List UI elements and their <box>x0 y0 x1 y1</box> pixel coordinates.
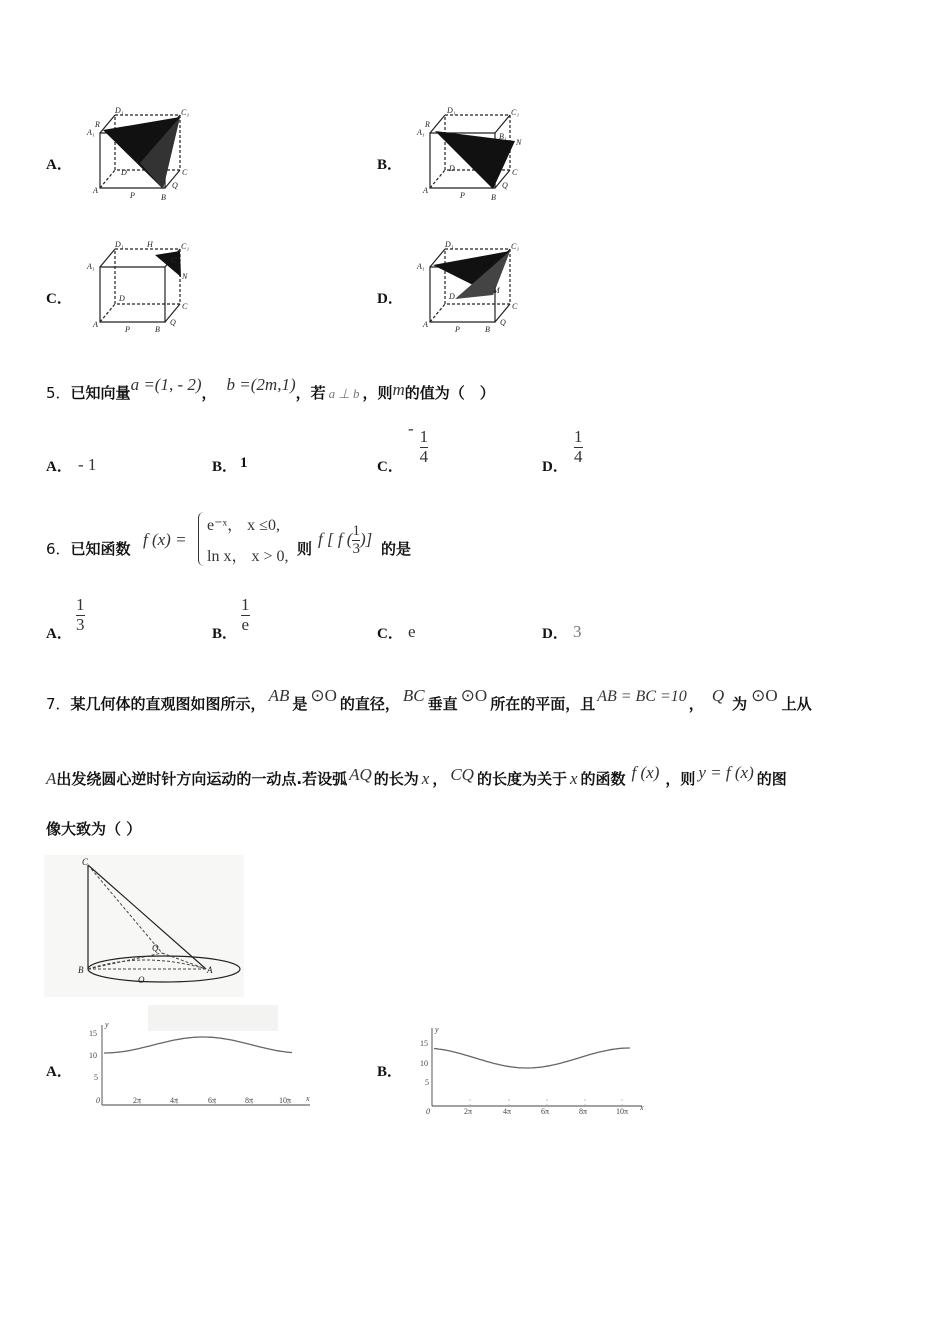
fraction <box>76 596 85 634</box>
vertex-label: D <box>121 168 127 177</box>
q5-option-c-label: C． <box>377 459 403 475</box>
denominator: 3 <box>76 614 85 634</box>
q4-option-b-label: B． <box>377 157 403 173</box>
vertex-label: N <box>516 138 522 147</box>
q7-text: 的直径， <box>339 695 400 713</box>
vertex-label: D₁ <box>115 240 124 249</box>
vertex-label: A <box>93 320 98 329</box>
q7-text: ， <box>688 695 704 713</box>
q6-text-2: 则 <box>297 540 313 558</box>
y-tick-label: 15 <box>420 1039 428 1048</box>
vertex-label: A₁ <box>87 262 95 271</box>
x-tick-label: 6π <box>541 1107 550 1116</box>
vertex-label: M <box>493 286 500 295</box>
q5-option-a-label: A． <box>46 459 72 475</box>
y-tick-label: 5 <box>425 1078 429 1087</box>
equal-lengths: AB = BC =10 <box>597 688 687 705</box>
vertex-label: B <box>161 193 166 202</box>
segment-ab: AB <box>268 686 290 705</box>
q6-option-c-label: C． <box>377 626 403 642</box>
vertex-label: A₁ <box>87 128 95 137</box>
q7-text: 某几何体的直观图如图所示， <box>70 695 266 713</box>
q6-number-text <box>46 538 131 559</box>
q5-text-2: ，若 <box>295 384 326 402</box>
q5-text-4: 的值为（ ） <box>404 384 495 402</box>
x-tick-label: 8π <box>579 1107 588 1116</box>
x-tick-label: 4π <box>503 1107 512 1116</box>
curve-f-of-x <box>104 1037 292 1053</box>
x-tick-label: 10π <box>279 1096 292 1105</box>
q4-option-b-cube-figure <box>415 103 530 203</box>
x-tick-label: 2π <box>464 1107 473 1116</box>
vertex-label: C <box>182 302 188 311</box>
q6-option-b-label: B． <box>212 626 238 642</box>
y-tick-label: 10 <box>89 1051 97 1060</box>
fraction <box>241 596 250 634</box>
q7-option-a-label: A． <box>46 1064 72 1080</box>
expression-suffix: )] <box>359 529 373 549</box>
vertex-label: B <box>155 325 160 334</box>
x-tick-label: 8π <box>245 1096 254 1105</box>
q5-option-d-value <box>574 428 583 466</box>
segment-bc: BC <box>402 686 425 705</box>
vertex-label: C₁ <box>511 108 520 117</box>
q6-option-b-value <box>241 596 250 634</box>
q7-text: 为 <box>732 695 748 713</box>
q6-text-1: 已知函数 <box>70 540 131 558</box>
vertex-label: C₁ <box>181 242 190 251</box>
y-axis-label: y <box>105 1020 109 1029</box>
case-1: e⁻ˣ， x ≤0, <box>207 517 280 534</box>
q7-text: 出发绕圆心逆时针方向运动的一动点.若设弧 <box>56 770 348 788</box>
vertex-label: N <box>182 272 188 281</box>
q7-geometry-figure <box>44 855 244 997</box>
denominator: 3 <box>352 540 360 557</box>
vertex-label: C <box>512 302 518 311</box>
q7-option-a-graph <box>78 1005 318 1125</box>
vertex-label: G <box>171 256 177 265</box>
vertex-label: P <box>455 325 460 334</box>
q7-text: 上从 <box>781 695 812 713</box>
numerator: 1 <box>241 595 250 614</box>
question-number: 5． <box>46 384 71 402</box>
circle-o: ⊙O <box>310 686 337 705</box>
variable-x: x <box>421 769 430 788</box>
denominator: e <box>241 614 250 634</box>
function-f-of-x: f (x) <box>631 763 660 782</box>
y-axis-label: y <box>435 1025 439 1034</box>
q6-option-a-value <box>76 596 85 634</box>
function-y-equals-f-of-x: y = f (x) <box>698 763 754 782</box>
question-number: 6． <box>46 540 71 558</box>
variable-x: x <box>569 769 578 788</box>
vertex-label: Q <box>502 181 508 190</box>
composite-expression <box>318 523 372 557</box>
numerator: 1 <box>419 427 429 446</box>
x-axis-label: x <box>306 1094 310 1103</box>
vertex-label: C <box>82 857 89 867</box>
x-tick-label: 6π <box>208 1096 217 1105</box>
q7-line-1 <box>46 686 812 714</box>
q7-option-b-label: B． <box>377 1064 403 1080</box>
q7-line-2 <box>46 763 787 789</box>
circle-o: ⊙O <box>460 686 488 705</box>
vertex-label: B <box>78 965 84 975</box>
q5-text-3: ，则 <box>362 384 393 402</box>
q4-option-c-label: C． <box>46 291 72 307</box>
x-tick-label: 4π <box>170 1096 179 1105</box>
vertex-label: A <box>93 186 98 195</box>
origin-label: 0 <box>426 1107 430 1116</box>
perpendicular-condition: a ⊥ b <box>328 386 360 401</box>
q5-sep: ， <box>201 384 217 402</box>
y-tick-label: 5 <box>94 1073 98 1082</box>
q4-option-a-label: A． <box>46 157 72 173</box>
numerator: 1 <box>76 595 85 614</box>
q5-option-a-value: - 1 <box>78 455 97 474</box>
vertex-label: B <box>485 325 490 334</box>
vertex-label: A <box>423 186 428 195</box>
q4-option-a-cube-figure <box>85 103 195 203</box>
vertex-label: D₁ <box>447 106 456 115</box>
q4-option-c-cube-figure <box>85 237 195 337</box>
q4-option-d-label: D． <box>377 291 403 307</box>
vertex-label: A₁ <box>417 128 425 137</box>
vertex-label: A₁ <box>417 262 425 271</box>
q7-text: 的长度为关于 <box>476 770 567 788</box>
vertex-label: Q <box>152 943 159 953</box>
vertex-label: B <box>491 193 496 202</box>
function-f-of-x: f (x) = <box>143 530 187 549</box>
denominator: 4 <box>419 446 429 466</box>
q5-option-c-value <box>408 418 429 466</box>
q7-text: 垂直 <box>427 695 458 713</box>
vertex-label: D <box>449 164 455 173</box>
vertex-label: C <box>512 168 518 177</box>
segment-cq: CQ <box>450 765 474 784</box>
q7-text: 的长为 <box>373 770 419 788</box>
denominator: 4 <box>574 446 583 466</box>
q7-line-3: 像大致为（ ） <box>46 820 142 838</box>
vertex-label: R <box>95 120 100 129</box>
x-axis-label: x <box>640 1103 644 1112</box>
vertex-label: R <box>425 120 430 129</box>
vertex-label: Q <box>170 318 176 327</box>
minus-sign: - <box>408 418 414 438</box>
vertex-label: P <box>460 191 465 200</box>
vertex-label: D <box>449 292 455 301</box>
arc-aq: AQ <box>349 765 372 784</box>
vertex-label: D <box>119 294 125 303</box>
q5-stem <box>46 375 495 403</box>
q5-option-d-label: D． <box>542 459 568 475</box>
piecewise-brace <box>198 512 205 566</box>
vertex-label: B₁ <box>499 132 507 141</box>
q6-option-a-label: A． <box>46 626 72 642</box>
vector-a: a =(1, - 2) <box>130 375 202 394</box>
q6-option-d-value: 3 <box>573 622 582 641</box>
vertex-label: C <box>182 168 188 177</box>
vertex-label: D₁ <box>115 106 124 115</box>
vertex-label: P <box>125 325 130 334</box>
q4-option-d-cube-figure <box>415 237 530 337</box>
x-tick-label: 10π <box>616 1107 629 1116</box>
q5-option-b-label: B． <box>212 459 238 475</box>
q7-text: 的图 <box>756 770 787 788</box>
y-tick-label: 10 <box>420 1059 428 1068</box>
vertex-label: C₁ <box>511 242 520 251</box>
q7-text: ， <box>432 770 448 788</box>
circle-o: ⊙O <box>751 686 778 705</box>
variable-m: m <box>392 380 405 399</box>
vertex-label: P <box>130 191 135 200</box>
y-tick-label: 15 <box>89 1029 97 1038</box>
curve-f-of-x <box>434 1048 630 1068</box>
q5-option-b-value: 1 <box>240 455 248 471</box>
point-q: Q <box>711 686 725 705</box>
q6-option-d-label: D． <box>542 626 568 642</box>
numerator: 1 <box>574 427 583 446</box>
q6-option-c-value: e <box>408 622 416 641</box>
point-a: A <box>46 769 57 788</box>
fraction <box>574 428 583 466</box>
case-2: ln x， x > 0, <box>207 548 289 565</box>
vertex-label: A <box>423 320 428 329</box>
origin-label: 0 <box>96 1096 100 1105</box>
vertex-label: C₁ <box>181 108 190 117</box>
expression-prefix: f [ f ( <box>318 529 353 549</box>
q7-option-b-graph <box>410 1020 650 1120</box>
fraction <box>352 523 360 557</box>
vertex-label: Q <box>500 318 506 327</box>
q6-text-3: 的是 <box>381 540 412 558</box>
q5-text-1: 已知向量 <box>70 384 131 402</box>
q7-text: 所在的平面，且 <box>490 695 596 713</box>
numerator: 1 <box>352 523 360 539</box>
fraction <box>420 428 429 466</box>
vertex-label: Q <box>172 181 178 190</box>
vertex-label: A <box>207 965 213 975</box>
x-tick-label: 2π <box>133 1096 142 1105</box>
vertex-label: O <box>138 975 145 985</box>
vector-b: b =(2m,1) <box>226 375 296 394</box>
q7-text: ，则 <box>665 770 696 788</box>
vertex-label: H <box>147 240 153 249</box>
vertex-label: D₁ <box>445 240 454 249</box>
question-number: 7． <box>46 695 71 713</box>
q7-text: 的函数 <box>580 770 626 788</box>
q7-text: 是 <box>292 695 308 713</box>
